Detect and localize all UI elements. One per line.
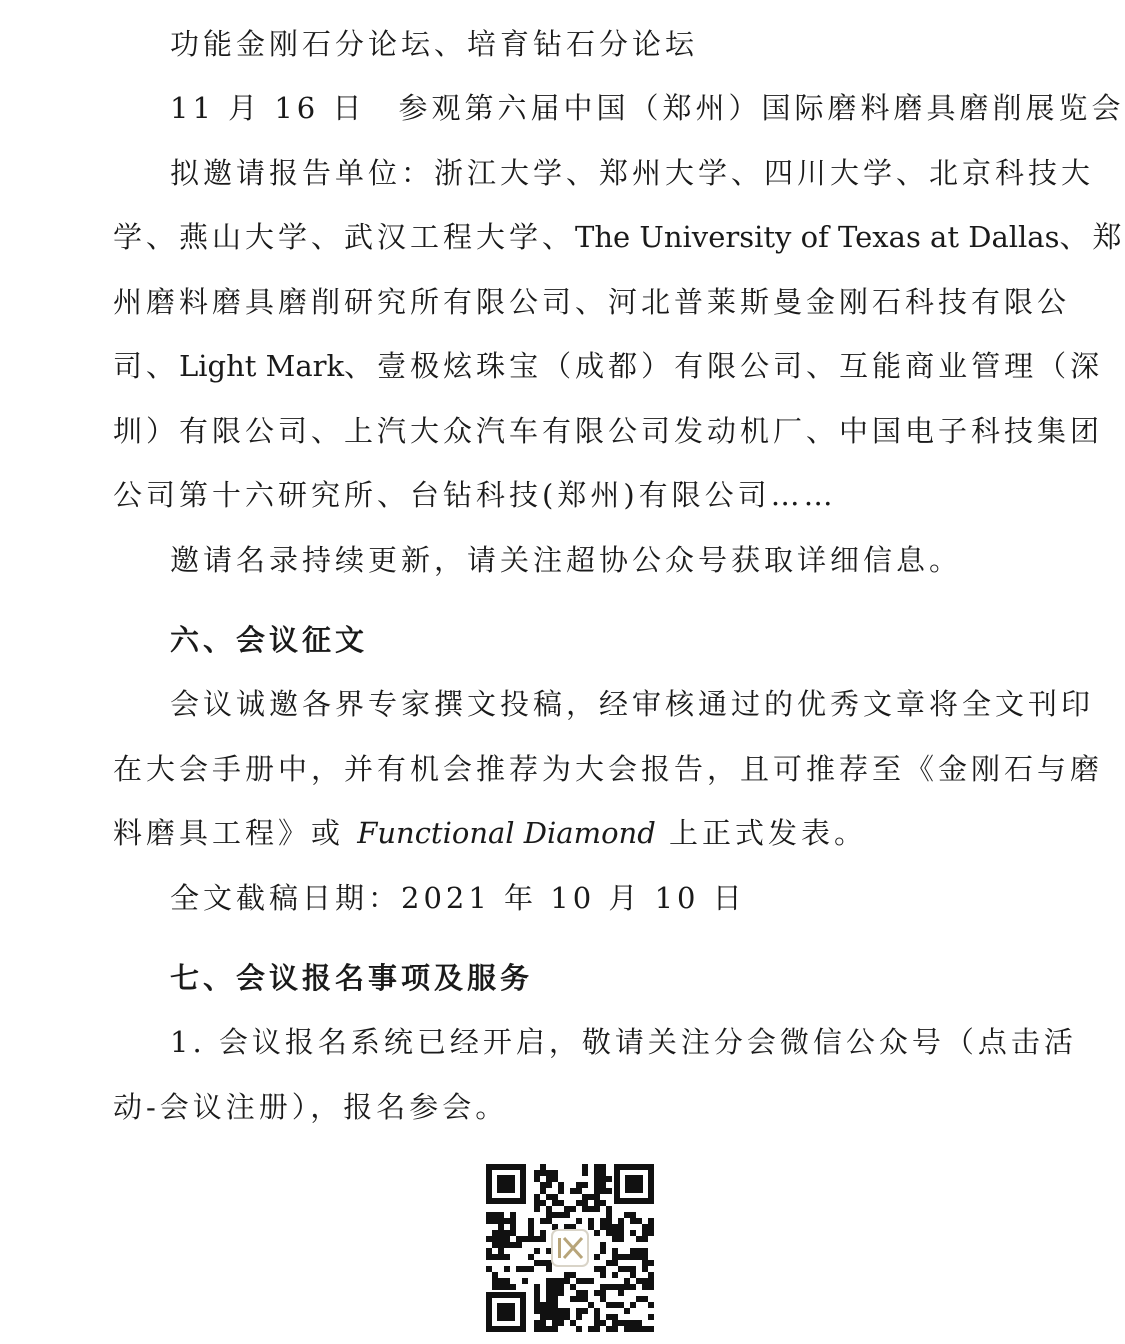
text-span: 、壹极炫珠宝（成都）有限公司、互能商业管理（深 [344, 349, 1104, 383]
section-heading-7 [170, 958, 533, 998]
text-span: 司、 [113, 349, 180, 383]
heading-text: 六、会议征文 [170, 623, 369, 657]
invited-units-line-1 [170, 153, 1094, 193]
text-span: 上正式发表。 [655, 816, 868, 850]
text-span: 在大会手册中，并有机会推荐为大会报告，且可推荐至《金刚石与磨 [113, 752, 1104, 786]
text-span: 州磨料磨具磨削研究所有限公司、河北普莱斯曼金刚石科技有限公 [113, 285, 1071, 319]
text-span: 全文截稿日期：2021 年 10 月 10 日 [170, 881, 746, 915]
text-span: 邀请名录持续更新，请关注超协公众号获取详细信息。 [170, 543, 963, 577]
update-notice-line [170, 540, 962, 580]
registration-line-2 [113, 1087, 508, 1127]
company-name: Light Mark [179, 349, 345, 383]
text-span: 11 月 16 日 参观第六届中国（郑州）国际磨料磨具磨削展览会 [170, 91, 1125, 125]
invited-units-line-3 [113, 282, 1070, 322]
call-for-papers-line-2 [113, 749, 1103, 789]
registration-line-1 [170, 1022, 1077, 1062]
deadline-line [170, 878, 746, 918]
invited-units-line-2 [113, 217, 1125, 257]
heading-text: 七、会议报名事项及服务 [170, 961, 534, 995]
invited-units-line-6 [113, 475, 837, 515]
text-span: 功能金刚石分论坛、培育钻石分论坛 [170, 27, 699, 61]
journal-name: Functional Diamond [357, 816, 656, 850]
schedule-line [170, 88, 1124, 128]
text-span: 料磨具工程》或 [113, 816, 358, 850]
section-heading-6 [170, 620, 368, 660]
text-span: 拟邀请报告单位：浙江大学、郑州大学、四川大学、北京科技大 [170, 156, 1095, 190]
university-name: The University of Texas at Dallas [575, 220, 1060, 254]
invited-units-line-5 [113, 411, 1103, 451]
call-for-papers-line-1 [170, 684, 1094, 724]
text-span: 圳）有限公司、上汽大众汽车有限公司发动机厂、中国电子科技集团 [113, 414, 1104, 448]
invited-units-line-4 [113, 346, 1103, 386]
text-span: 学、燕山大学、武汉工程大学、 [113, 220, 576, 254]
qr-code-icon [484, 1162, 656, 1334]
forum-list-line [170, 24, 698, 64]
text-span: 1. 会议报名系统已经开启，敬请关注分会微信公众号（点击活 [170, 1025, 1077, 1059]
call-for-papers-line-3 [113, 813, 867, 853]
text-span: 、郑 [1059, 220, 1125, 254]
text-span: 公司第十六研究所、台钻科技(郑州)有限公司…… [113, 478, 837, 512]
text-span: 会议诚邀各界专家撰文投稿，经审核通过的优秀文章将全文刊印 [170, 687, 1095, 721]
ixd-logo-icon [552, 1230, 588, 1266]
text-span: 动-会议注册），报名参会。 [113, 1090, 509, 1124]
